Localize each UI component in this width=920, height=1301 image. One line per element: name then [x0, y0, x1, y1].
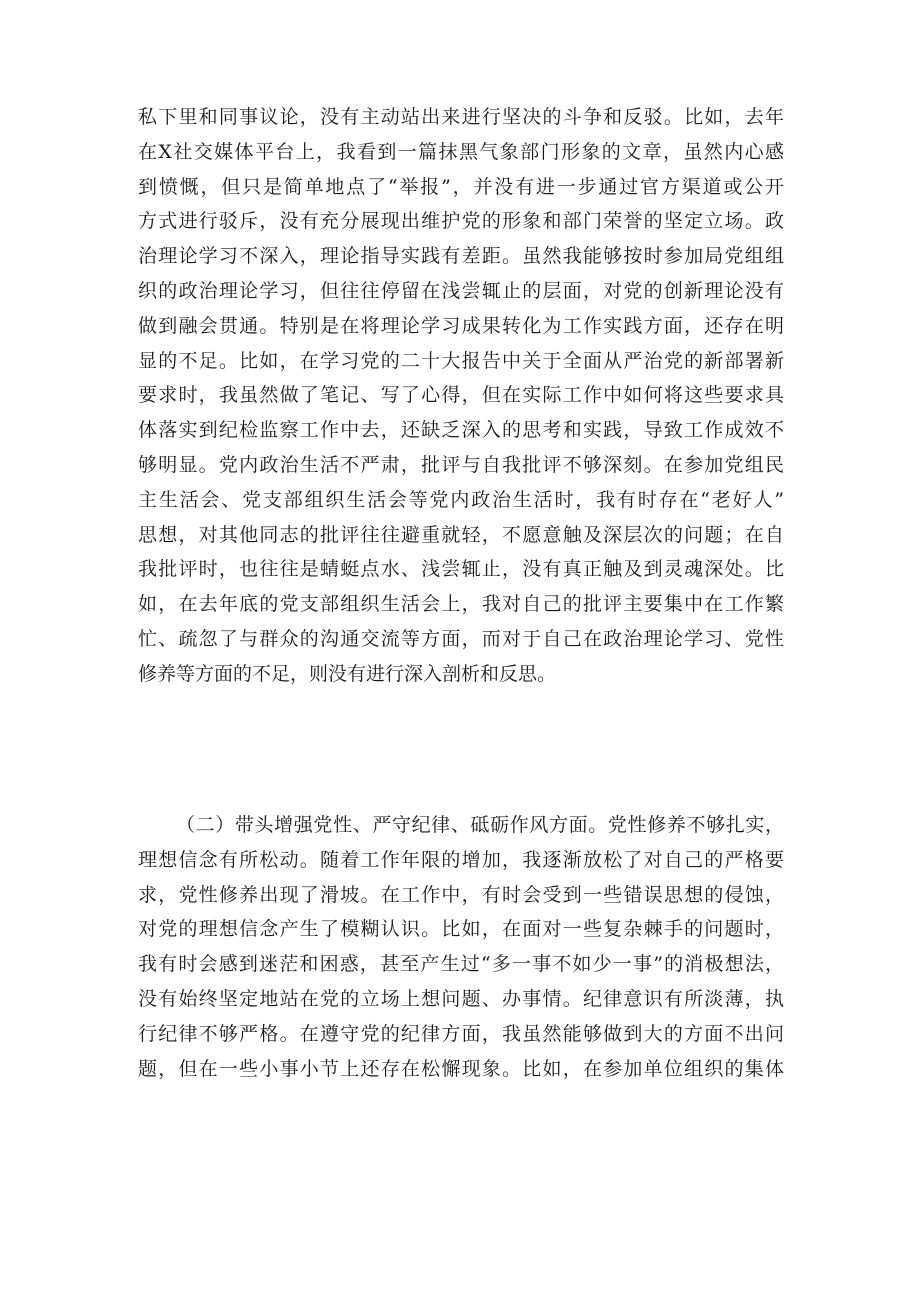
paragraph-section-2	[138, 808, 784, 1086]
text-line: 修养等方面的不足，则没有进行深入剖析和反思。	[138, 662, 557, 685]
text-line: 主生活会、党支部组织生活会等党内政治生活时，我有时存在“老好人”	[138, 488, 784, 511]
paragraph-continued	[138, 100, 784, 692]
text-line: 方式进行驳斥，没有充分展现出维护党的形象和部门荣誉的坚定立场。政	[138, 210, 784, 233]
text-line: 治理论学习不深入，理论指导实践有差距。虽然我能够按时参加局党组组	[138, 245, 784, 268]
text-line: 求，党性修养出现了滑坡。在工作中，有时会受到一些错误思想的侵蚀，	[138, 883, 784, 906]
text-line: 显的不足。比如，在学习党的二十大报告中关于全面从严治党的新部署新	[138, 349, 784, 372]
text-line: 我批评时，也往往是蜻蜓点水、浅尝辄止，没有真正触及到灵魂深处。比	[138, 558, 784, 581]
section-heading-line: （二）带头增强党性、严守纪律、砥砺作风方面。党性修养不够扎实，	[176, 814, 784, 836]
text-line: 私下里和同事议论，没有主动站出来进行坚决的斗争和反驳。比如，去年	[138, 106, 784, 128]
text-line: 做到融会贯通。特别是在将理论学习成果转化为工作实践方面，还存在明	[138, 314, 784, 337]
text-line: 对党的理想信念产生了模糊认识。比如，在面对一些复杂棘手的问题时，	[138, 918, 784, 941]
text-line: 体落实到纪检监察工作中去，还缺乏深入的思考和实践，导致工作成效不	[138, 419, 784, 442]
text-line: 题，但在一些小事小节上还存在松懈现象。比如，在参加单位组织的集体	[138, 1057, 784, 1080]
text-line: 到愤慨，但只是简单地点了“举报”，并没有进一步通过官方渠道或公开	[138, 175, 784, 198]
text-line: 理想信念有所松动。随着工作年限的增加，我逐渐放松了对自己的严格要	[138, 848, 784, 871]
text-line: 如，在去年底的党支部组织生活会上，我对自己的批评主要集中在工作繁	[138, 593, 784, 616]
text-line: 没有始终坚定地站在党的立场上想问题、办事情。纪律意识有所淡薄，执	[138, 987, 784, 1010]
text-line: 要求时，我虽然做了笔记、写了心得，但在实际工作中如何将这些要求具	[138, 384, 784, 407]
text-line: 我有时会感到迷茫和困惑，甚至产生过“多一事不如少一事”的消极想法，	[138, 953, 784, 976]
text-line: 在X社交媒体平台上，我看到一篇抹黑气象部门形象的文章，虽然内心感	[138, 140, 784, 163]
text-line: 行纪律不够严格。在遵守党的纪律方面，我虽然能够做到大的方面不出问	[138, 1022, 784, 1045]
text-line: 织的政治理论学习，但往往停留在浅尝辄止的层面，对党的创新理论没有	[138, 279, 784, 302]
text-line: 够明显。党内政治生活不严肃，批评与自我批评不够深刻。在参加党组民	[138, 453, 784, 476]
text-line: 忙、疏忽了与群众的沟通交流等方面，而对于自己在政治理论学习、党性	[138, 627, 784, 650]
text-line: 思想，对其他同志的批评往往避重就轻，不愿意触及深层次的问题；在自	[138, 523, 784, 546]
